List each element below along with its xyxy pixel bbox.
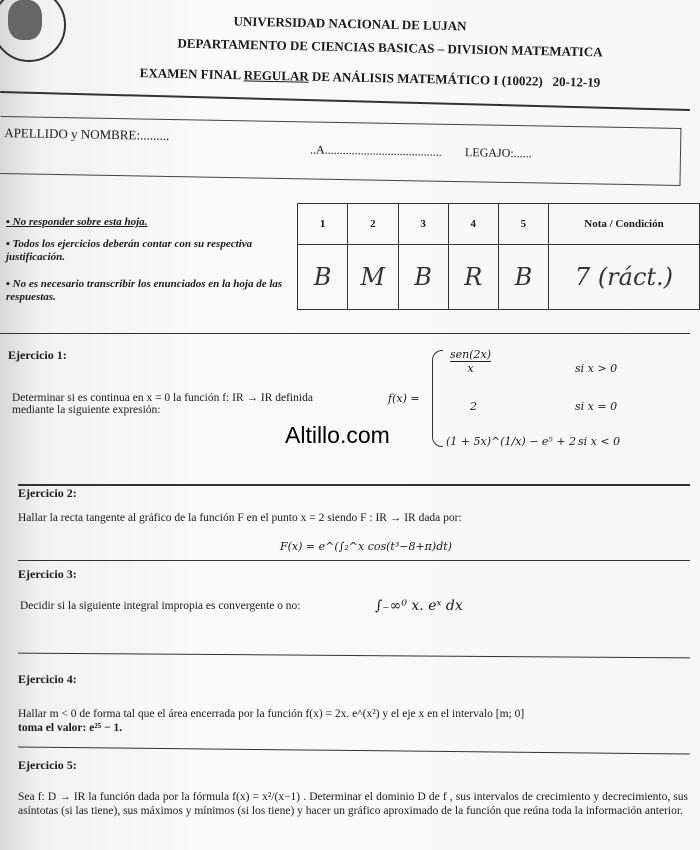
exam-date: 20-12-19 bbox=[552, 73, 601, 90]
case-1-numerator: sen(2x) bbox=[450, 348, 492, 361]
name-field[interactable]: APELLIDO y NOMBRE:......... bbox=[4, 125, 170, 144]
grade-header: Nota / Condición bbox=[548, 204, 699, 245]
student-info-box bbox=[0, 116, 681, 186]
exam-title-prefix: EXAMEN FINAL bbox=[139, 65, 244, 83]
divider bbox=[0, 333, 690, 334]
divider bbox=[18, 653, 690, 659]
case-2-expr: 2 bbox=[470, 400, 477, 413]
grade-header: 4 bbox=[448, 204, 498, 245]
instruction-1: ▪ No responder sobre esta hoja. bbox=[6, 216, 148, 228]
exercise-5-text: Sea f: D → IR la función dada por la fórmula f(x) = x²/(x−1) . Determinar el dominio D de f , sus intervalos de crecimiento y decrecimiento, sus asíntotas (si las tiene), sus máximos y mínimos (si los tiene) y hacer un gráfico aproximado de la función que reúna toda la información anterior. bbox=[18, 791, 688, 817]
grade-value: B bbox=[498, 245, 548, 310]
name-dots: ..A....................................... bbox=[309, 142, 442, 159]
grade-value: M bbox=[348, 245, 398, 310]
exam-type: REGULAR bbox=[243, 67, 309, 84]
grades-table bbox=[297, 203, 700, 310]
exercise-4-text: Hallar m < 0 de forma tal que el área encerrada por la función f(x) = 2x. e^(x²) y el eje x en el intervalo [m; 0] bbox=[18, 708, 525, 720]
case-1-cond: si x > 0 bbox=[575, 362, 618, 375]
exam-title-suffix: DE ANÁLISIS MATEMÁTICO I (10022) bbox=[308, 68, 544, 89]
watermark: Altillo.com bbox=[285, 422, 390, 448]
exercise-3-formula: ∫₋∞⁰ x. eˣ dx bbox=[375, 598, 463, 614]
case-1-denominator: x bbox=[467, 362, 474, 375]
exercise-3-text: Decidir si la siguiente integral impropia es convergente o no: bbox=[20, 600, 301, 612]
exercise-3-title: Ejercicio 3: bbox=[18, 567, 77, 581]
university-name: UNIVERSIDAD NACIONAL DE LUJAN bbox=[233, 13, 467, 34]
exercise-1-text: Determinar si es continua en x = 0 la función f: IR → IR definida mediante la siguiente expresión: bbox=[12, 392, 313, 416]
grade-value: R bbox=[448, 245, 498, 310]
grade-header: 2 bbox=[348, 204, 398, 245]
exercise-4-text-2: toma el valor: e²⁵ − 1. bbox=[18, 722, 123, 734]
legajo-field[interactable]: LEGAJO:...... bbox=[464, 145, 532, 161]
case-1-expr bbox=[450, 348, 491, 375]
exercise-1-title: Ejercicio 1: bbox=[8, 348, 67, 362]
exercise-5-title: Ejercicio 5: bbox=[18, 758, 77, 772]
final-grade: 7 (ráct.) bbox=[548, 245, 699, 310]
instruction-2: ▪ Todos los ejercicios deberán contar con su respectiva justificación. bbox=[6, 238, 253, 263]
case-3-expr: (1 + 5x)^(1/x) − e⁵ + 2 bbox=[446, 435, 577, 448]
instruction-3: ▪ No es necesario transcribir los enunciados en la hoja de las respuestas. bbox=[6, 278, 283, 303]
divider bbox=[18, 484, 690, 486]
grade-header: 1 bbox=[298, 204, 348, 245]
exercise-2-title: Ejercicio 2: bbox=[18, 486, 77, 500]
exam-title bbox=[20, 63, 700, 94]
case-3-cond: si x < 0 bbox=[578, 435, 621, 448]
divider bbox=[18, 746, 690, 754]
grade-header: 5 bbox=[498, 204, 548, 245]
case-2-cond: si x = 0 bbox=[575, 400, 618, 413]
exercise-2-formula: F(x) = e^(∫₂^x cos(t³−8+π)dt) bbox=[280, 540, 452, 553]
brace-icon bbox=[432, 350, 443, 447]
grade-value: B bbox=[398, 245, 448, 310]
divider bbox=[18, 560, 690, 561]
exercise-1-lhs: f(x) = bbox=[388, 392, 420, 405]
divider bbox=[0, 91, 690, 111]
exercise-4-title: Ejercicio 4: bbox=[18, 672, 77, 686]
department-name: DEPARTAMENTO DE CIENCIAS BASICAS – DIVISION MATEMATICA bbox=[177, 35, 603, 60]
exercise-2-text: Hallar la recta tangente al gráfico de la función F en el punto x = 2 siendo F : IR → IR dada por: bbox=[18, 512, 462, 524]
grade-value: B bbox=[298, 245, 348, 310]
grade-header: 3 bbox=[398, 204, 448, 245]
